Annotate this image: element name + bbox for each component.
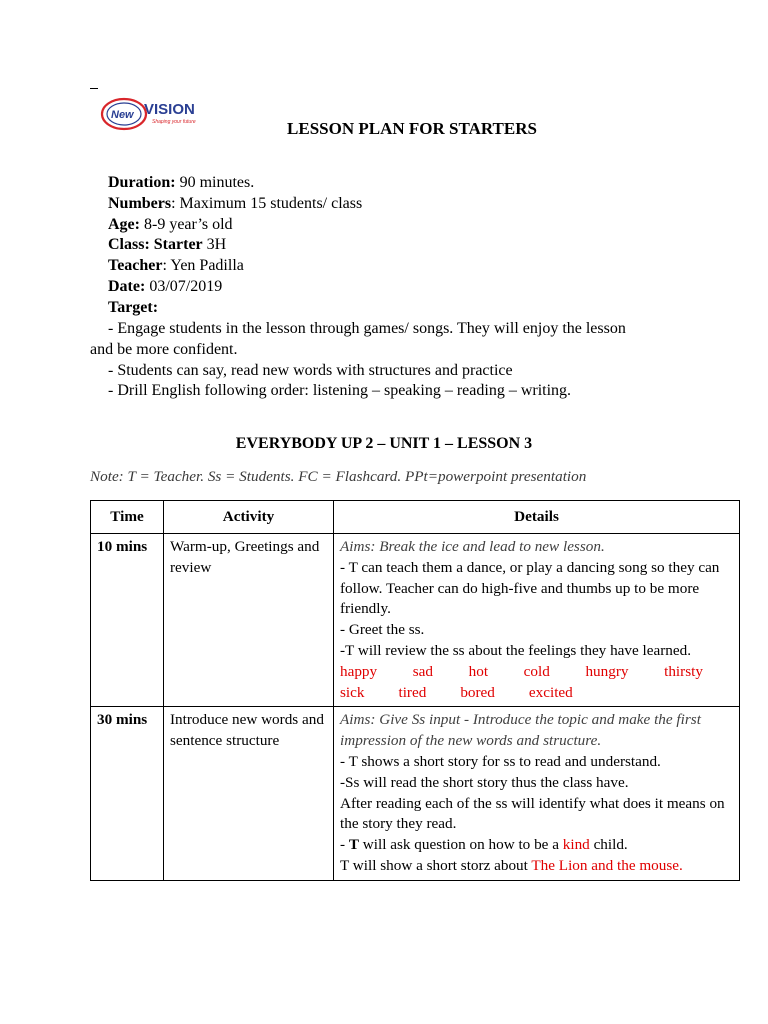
logo-prefix: New xyxy=(111,109,134,121)
feeling-word: hot xyxy=(468,662,489,680)
table-header-row xyxy=(91,501,740,534)
header-details: Details xyxy=(334,501,740,534)
target-item: - Drill English following order: listening – speaking – reading – writing. xyxy=(108,382,572,400)
feeling-word: happy xyxy=(340,662,378,680)
detail-line: - T will ask question on how to be a kind child. xyxy=(340,836,628,854)
row-details xyxy=(334,534,740,707)
feeling-word: tired xyxy=(398,683,427,701)
logo-brand: VISION xyxy=(144,101,195,118)
teacher-line: Teacher: Yen Padilla xyxy=(108,257,244,275)
row-aims: Aims: Give Ss input - Introduce the topic and make the first impression of the new words and structure. xyxy=(340,711,701,750)
feeling-words-row xyxy=(340,662,733,683)
row-aims: Aims: Break the ice and lead to new lesson. xyxy=(340,538,605,555)
feeling-word: cold xyxy=(523,662,550,680)
feeling-word: sad xyxy=(412,662,433,680)
table-row xyxy=(91,534,740,707)
lesson-meta xyxy=(108,173,362,319)
target-list xyxy=(90,319,690,402)
feeling-words-row xyxy=(340,683,733,704)
header-time: Time xyxy=(91,501,164,534)
feeling-word: thirsty xyxy=(664,662,703,680)
story-title: The Lion and the mouse. xyxy=(531,856,683,874)
detail-line: -Ss will read the short story thus the class have. xyxy=(340,773,629,791)
detail-line: -T will review the ss about the feelings they have learned. xyxy=(340,641,692,659)
class-line: Class: Starter 3H xyxy=(108,236,227,254)
highlight-word: kind xyxy=(562,836,590,854)
feeling-word: bored xyxy=(460,683,495,701)
feeling-word: hungry xyxy=(585,662,629,680)
feeling-word: sick xyxy=(340,683,365,701)
logo-tagline: Shaping your future xyxy=(152,119,196,125)
abbreviation-note: Note: T = Teacher. Ss = Students. FC = Flashcard. PPt=powerpoint presentation xyxy=(90,468,587,485)
table-row xyxy=(91,707,740,880)
row-details xyxy=(334,707,740,880)
detail-line: - T can teach them a dance, or play a dancing song so they can follow. Teacher can do high-five and thumbs up to be more friendly. xyxy=(340,558,720,618)
detail-line: - T shows a short story for ss to read and understand. xyxy=(340,752,661,770)
decorative-dash xyxy=(90,88,98,89)
row-time: 30 mins xyxy=(91,707,164,880)
lesson-subtitle: EVERYBODY UP 2 – UNIT 1 – LESSON 3 xyxy=(235,435,533,452)
row-time: 10 mins xyxy=(91,534,164,707)
duration-line: Duration: 90 minutes. xyxy=(108,174,255,191)
target-label: Target: xyxy=(108,298,159,316)
detail-line: After reading each of the ss will identify what does it means on the story they read. xyxy=(340,794,725,833)
lesson-plan-table xyxy=(90,500,740,881)
row-activity: Introduce new words and sentence structure xyxy=(164,707,334,880)
header-activity: Activity xyxy=(164,501,334,534)
detail-line: T will show a short storz about The Lion and the mouse. xyxy=(340,856,683,874)
age-line: Age: 8-9 year’s old xyxy=(108,215,233,233)
numbers-line: Numbers: Maximum 15 students/ class xyxy=(108,194,363,212)
detail-line: - Greet the ss. xyxy=(340,621,425,639)
target-item: - Students can say, read new words with structures and practice xyxy=(108,361,513,379)
target-item: - Engage students in the lesson through games/ songs. They will enjoy the lesson xyxy=(108,320,626,337)
date-line: Date: 03/07/2019 xyxy=(108,277,223,295)
row-activity: Warm-up, Greetings and review xyxy=(164,534,334,707)
page-title: LESSON PLAN FOR STARTERS xyxy=(287,119,537,138)
feeling-word: excited xyxy=(528,683,573,701)
target-item-continued: and be more confident. xyxy=(90,340,238,358)
